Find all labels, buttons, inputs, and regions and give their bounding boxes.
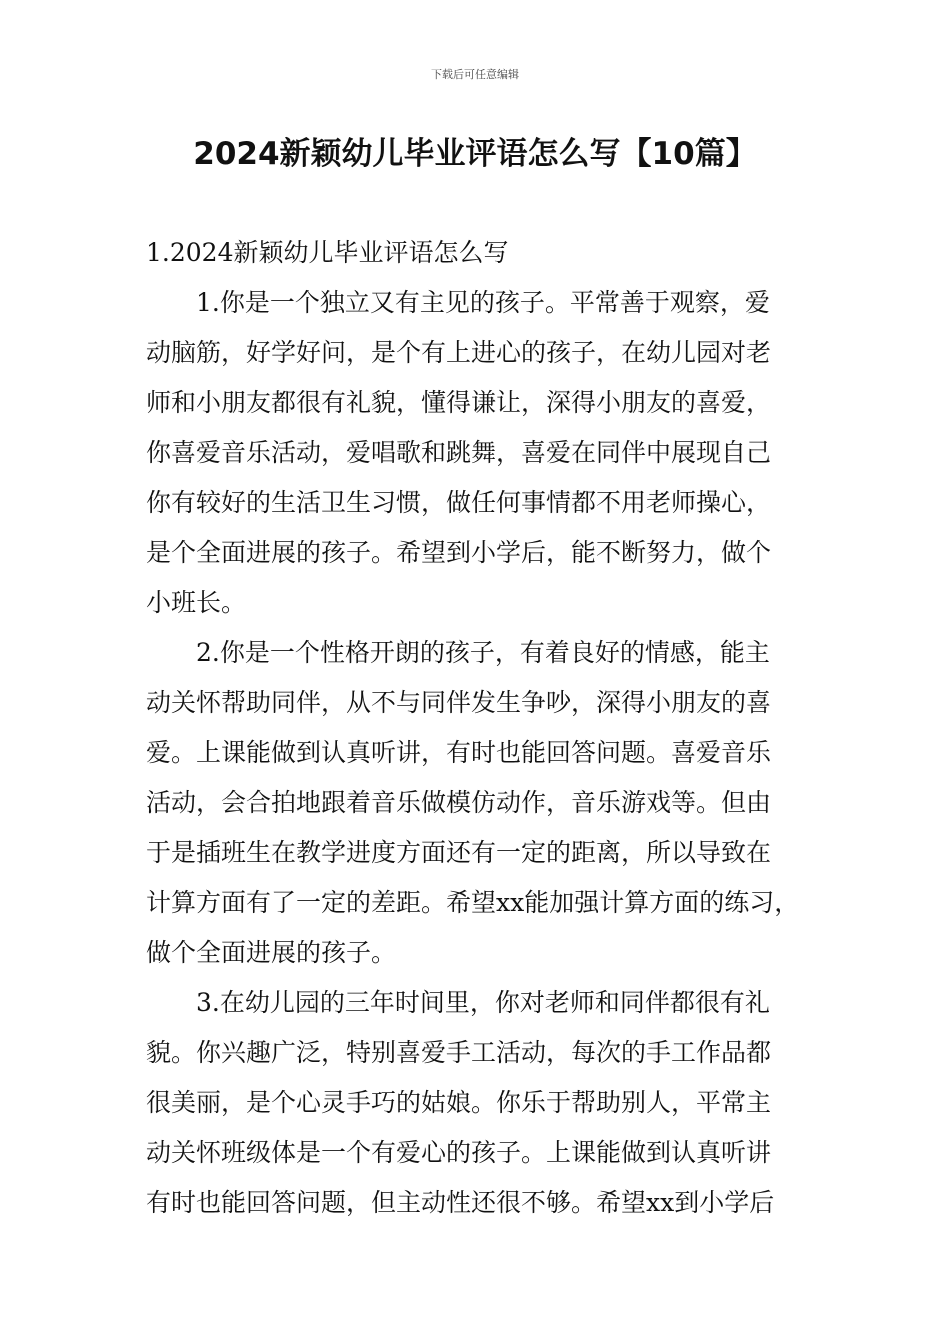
paragraph-line: 你喜爱音乐活动，爱唱歌和跳舞，喜爱在同伴中展现自己 — [146, 438, 772, 467]
paragraph-line: 2.你是一个性格开朗的孩子，有着良好的情感，能主 — [196, 638, 770, 667]
paragraph-line: 很美丽，是个心灵手巧的姑娘。你乐于帮助别人，平常主 — [146, 1088, 772, 1117]
header-note: 下载后可任意编辑 — [431, 68, 519, 81]
paragraph-line: 有时也能回答问题，但主动性还很不够。希望xx到小学后 — [146, 1188, 775, 1217]
paragraph-1 — [146, 278, 826, 628]
document-title: 2024新颖幼儿毕业评语怎么写【10篇】 — [193, 136, 757, 172]
paragraph-2 — [146, 628, 826, 978]
paragraph-line: 是个全面进展的孩子。希望到小学后，能不断努力，做个 — [146, 538, 772, 567]
paragraph-line: 爱。上课能做到认真听讲，有时也能回答问题。喜爱音乐 — [146, 738, 772, 767]
paragraph-3 — [146, 978, 826, 1228]
paragraph-line: 动脑筋，好学好问，是个有上进心的孩子，在幼儿园对老 — [146, 338, 772, 367]
paragraph-line: 貌。你兴趣广泛，特别喜爱手工活动，每次的手工作品都 — [146, 1038, 772, 1067]
paragraph-line: 小班长。 — [146, 588, 247, 617]
paragraph-line: 你有较好的生活卫生习惯，做任何事情都不用老师操心， — [146, 488, 772, 517]
paragraph-line: 于是插班生在教学进度方面还有一定的距离，所以导致在 — [146, 838, 772, 867]
paragraph-line: 做个全面进展的孩子。 — [146, 938, 397, 967]
paragraph-line: 动关怀班级体是一个有爱心的孩子。上课能做到认真听讲 — [146, 1138, 772, 1167]
section-heading: 1.2024新颖幼儿毕业评语怎么写 — [146, 238, 509, 267]
paragraph-line: 计算方面有了一定的差距。希望xx能加强计算方面的练习， — [146, 888, 800, 917]
paragraph-line: 3.在幼儿园的三年时间里，你对老师和同伴都很有礼 — [196, 988, 770, 1017]
paragraph-line: 活动，会合拍地跟着音乐做模仿动作，音乐游戏等。但由 — [146, 788, 772, 817]
paragraph-line: 师和小朋友都很有礼貌，懂得谦让，深得小朋友的喜爱， — [146, 388, 772, 417]
document-body — [146, 228, 826, 1228]
paragraph-line: 动关怀帮助同伴，从不与同伴发生争吵，深得小朋友的喜 — [146, 688, 772, 717]
paragraph-line: 1.你是一个独立又有主见的孩子。平常善于观察，爱 — [196, 288, 770, 317]
